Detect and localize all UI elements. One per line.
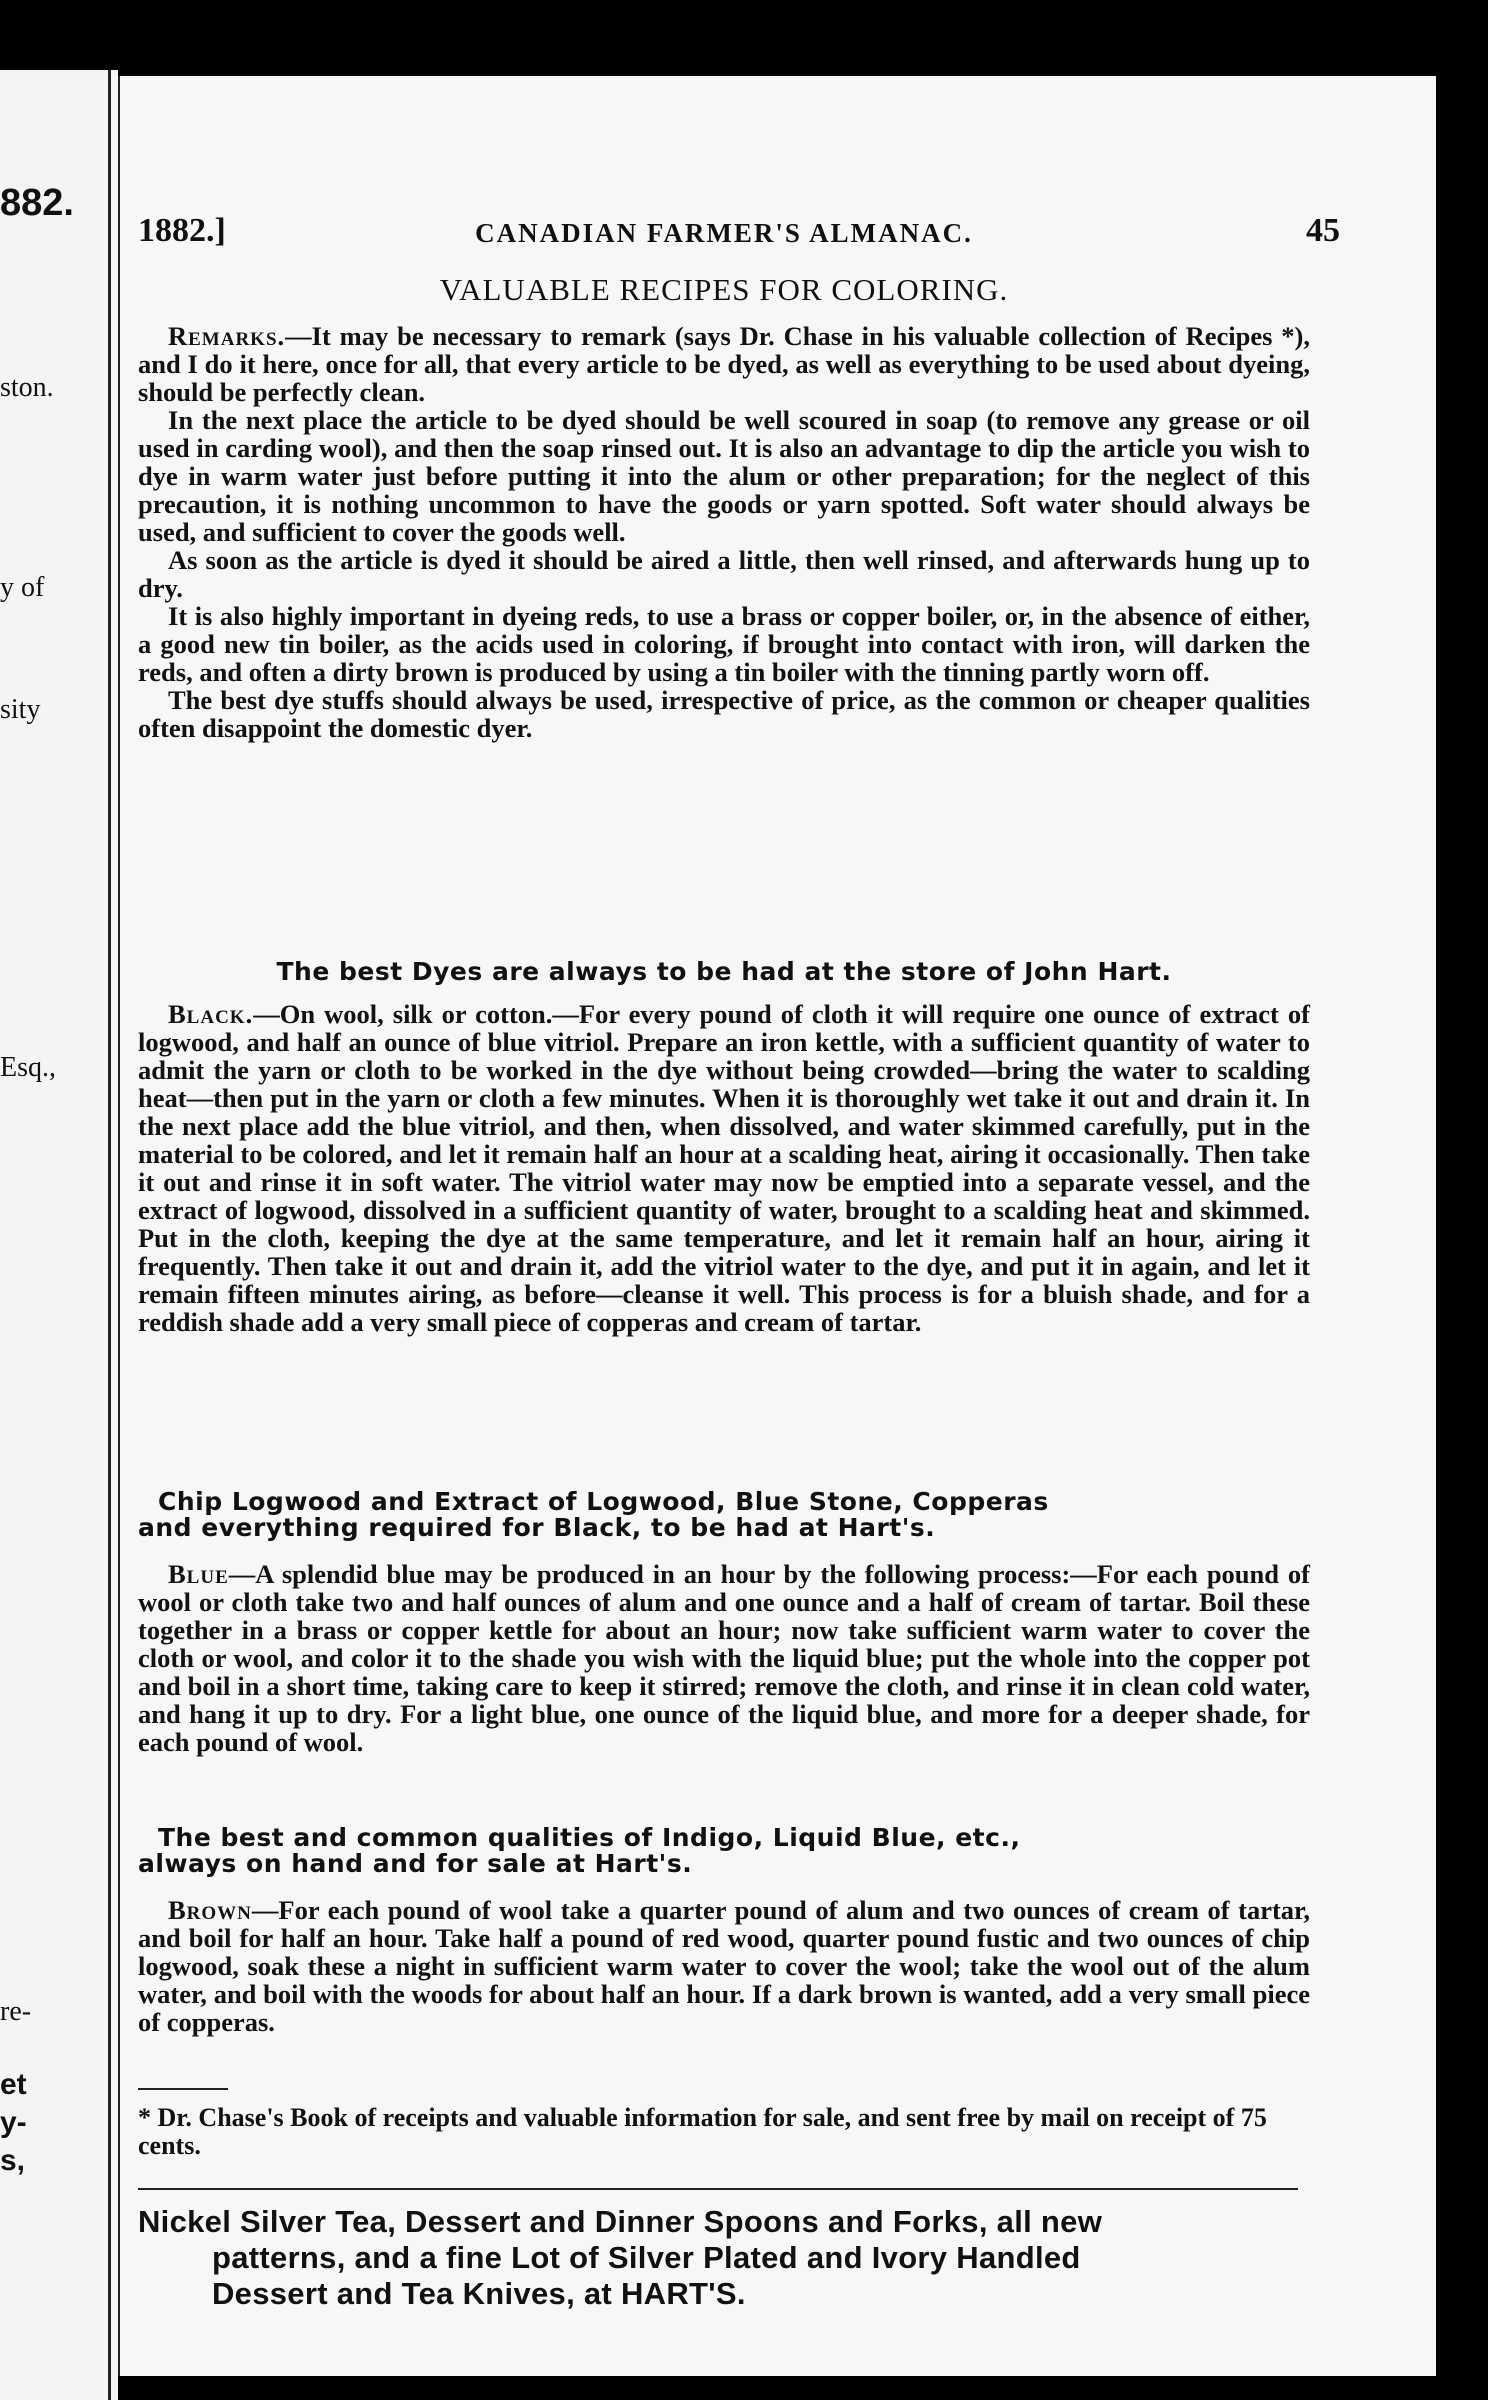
blue-text: —A splendid blue may be produced in an hour by the following process:—For each pound of wool or cloth take two and half ounces of alum and one ounce and a half of cream of tartar. Boil these together in a brass or copper kettle for about an hour; now take sufficient warm water to cover the cloth or wool, and color it to the shade you wish with the liquid blue; put the whole into the copper pot and boil in a short time, taking care to keep it stirred; remove the cloth, and rinse it in clean cold water, and hang it up to dry. For a light blue, one ounce of the liquid blue, and more for a deeper shade, for each pound of wool. bbox=[138, 1559, 1310, 1757]
prev-fragment: y of bbox=[0, 572, 45, 603]
prev-fragment: et bbox=[0, 2068, 27, 2101]
cutlery-advert-line-1: Nickel Silver Tea, Dessert and Dinner Spoons and Forks, all new bbox=[138, 2204, 1103, 2239]
dyes-advert: The best Dyes are always to be had at the store of John Hart. bbox=[276, 957, 1172, 986]
brown-recipe bbox=[138, 1896, 1310, 2036]
boiler-paragraph: It is also highly important in dyeing reds, to use a brass or copper boiler, or, in the absence of either, a good new tin boiler, as the acids used in coloring, if brought into contact with iron, will darken the reds, and often a dirty brown is produced by using a tin boiler with the tinning partly worn off. bbox=[138, 601, 1310, 687]
blue-label: Blue bbox=[168, 1559, 229, 1589]
brown-label: Brown bbox=[168, 1895, 252, 1925]
logwood-advert-line-2: and everything required for Black, to be had at Hart's. bbox=[138, 1513, 936, 1542]
black-recipe bbox=[138, 1000, 1310, 1336]
black-paragraph bbox=[138, 1000, 1310, 1336]
dye-stuffs-paragraph: The best dye stuffs should always be used, irrespective of price, as the common or cheaper qualities often disappoint the domestic dyer. bbox=[138, 685, 1310, 743]
brown-text: —For each pound of wool take a quarter pound of alum and two ounces of cream of tartar, and boil for half an hour. Take half a pound of red wood, quarter pound fustic and two ounces of chip logwood, soak these a night in sufficient warm water to cover the wool; take the wool out of the alum water, and boil with the woods for about half an hour. If a dark brown is wanted, add a very small piece of copperas. bbox=[138, 1895, 1310, 2037]
running-head-title: CANADIAN FARMER'S ALMANAC. bbox=[475, 218, 973, 248]
advert-rule bbox=[138, 2188, 1298, 2190]
prev-fragment: s, bbox=[0, 2144, 26, 2177]
running-head bbox=[138, 212, 1340, 256]
prev-fragment: y- bbox=[0, 2106, 27, 2139]
prev-fragment: re- bbox=[0, 1996, 32, 2027]
indigo-advert-line-2: always on hand and for sale at Hart's. bbox=[138, 1849, 693, 1878]
indigo-advert-line-1: The best and common qualities of Indigo, Liquid Blue, etc., bbox=[158, 1823, 1021, 1852]
brown-paragraph bbox=[138, 1896, 1310, 2036]
previous-page-margin bbox=[0, 70, 118, 2400]
prev-fragment: 882. bbox=[0, 182, 74, 224]
cutlery-advert-line-3: Dessert and Tea Knives, at HART'S. bbox=[212, 2276, 746, 2311]
airing-paragraph: As soon as the article is dyed it should be aired a little, then well rinsed, and afterwards hung up to dry. bbox=[138, 545, 1310, 603]
cutlery-advert-line-2: patterns, and a fine Lot of Silver Plated and Ivory Handled bbox=[212, 2240, 1081, 2275]
prev-fragment: Esq., bbox=[0, 1052, 56, 1083]
remarks-label: Remarks. bbox=[168, 321, 286, 351]
page-edge bbox=[108, 70, 111, 2400]
scouring-paragraph: In the next place the article to be dyed should be well scoured in soap (to remove any grease or oil used in carding wool), and then the soap rinsed out. It is also an advantage to dip the article you wish to dye in warm water just before putting it into the alum or other preparation; for the neglect of this precaution, it is nothing uncommon to have the goods or yarn spotted. Soft water should always be used, and sufficient to cover the goods well. bbox=[138, 405, 1310, 547]
black-text: —On wool, silk or cotton.—For every pound of cloth it will require one ounce of extract of logwood, and half an ounce of blue vitriol. Prepare an iron kettle, with a sufficient quantity of water to admit the yarn or cloth to be worked in the dye without being crowded—bring the water to scalding heat—then put in the yarn or cloth a few minutes. When it is thoroughly wet take it out and drain it. In the next place add the blue vitriol, and then, when dissolved, and water skimmed carefully, put in the material to be colored, and let it remain half an hour at a scalding heat, airing it occasionally. Then take it out and rinse it in soft water. The vitriol water may now be emptied into a separate vessel, and the extract of logwood, dissolved in a sufficient quantity of water, brought to a scalding heat and skimmed. Put in the cloth, keeping the dye at the same temperature, and let it remain half an hour, airing it frequently. Then take it out and drain it, add the vitriol water to the dye, and put it in again, and let it remain fifteen minutes airing, as before—cleanse it well. This process is for a bluish shade, and for a reddish shade add a very small piece of copperas and cream of tartar. bbox=[138, 999, 1310, 1337]
prev-fragment: sity bbox=[0, 694, 41, 725]
footnote-rule bbox=[138, 2088, 228, 2090]
black-label: Black. bbox=[168, 999, 254, 1029]
footnote: * Dr. Chase's Book of receipts and valuable information for sale, and sent free by mail on receipt of 75 cents. bbox=[138, 2103, 1267, 2160]
cutlery-advert bbox=[138, 2204, 1298, 2312]
almanac-page bbox=[118, 76, 1436, 2376]
logwood-advert-line-1: Chip Logwood and Extract of Logwood, Blue Stone, Copperas bbox=[158, 1487, 1049, 1516]
prev-fragment: ston. bbox=[0, 372, 54, 403]
intro-paragraphs bbox=[138, 322, 1310, 742]
remarks-text: —It may be necessary to remark (says Dr. Chase in his valuable collection of Recipes *), and I do it here, once for all, that every article to be dyed, as well as everything to be used about dyeing, should be perfectly clean. bbox=[138, 321, 1310, 407]
blue-paragraph bbox=[138, 1560, 1310, 1756]
page-number: 45 bbox=[1306, 212, 1340, 249]
remarks-paragraph bbox=[138, 322, 1310, 406]
section-title: VALUABLE RECIPES FOR COLORING. bbox=[439, 272, 1009, 307]
blue-recipe bbox=[138, 1560, 1310, 1756]
running-head-year: 1882.] bbox=[138, 212, 226, 249]
